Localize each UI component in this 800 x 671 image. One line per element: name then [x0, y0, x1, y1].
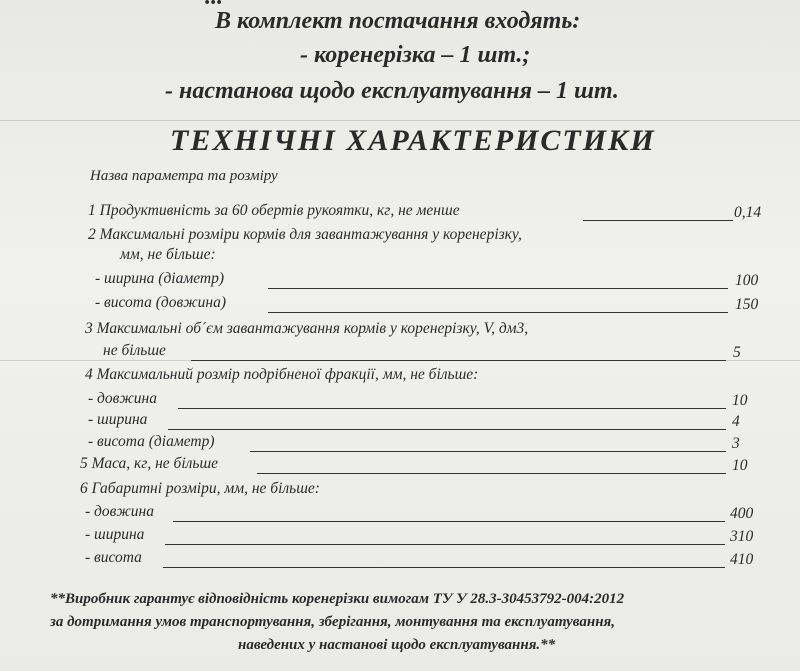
spec-label: - висота (діаметр)	[88, 433, 215, 450]
spec-value: 10	[732, 457, 748, 474]
spec-label: - висота (довжина)	[95, 294, 227, 311]
leader-line	[163, 567, 725, 568]
header-delivery-item-1: - коренерізка – 1 шт.;	[300, 42, 531, 68]
spec-label: 3 Максимальні об´єм завантажування кормів у коренерізку, V, дм3,	[85, 320, 529, 337]
spec-label: 1 Продуктивність за 60 обертів рукоятки, кг, не менше	[88, 202, 460, 219]
spec-value: 400	[730, 505, 754, 522]
spec-row-dim-width	[85, 526, 765, 548]
spec-value: 100	[735, 272, 759, 289]
spec-value: 4	[732, 413, 740, 430]
spec-label: - довжина	[85, 503, 154, 520]
spec-row-dim-length	[85, 503, 765, 525]
spec-row-volume-value	[103, 342, 763, 364]
specs-title: ТЕХНІЧНІ ХАРАКТЕРИСТИКИ	[170, 124, 656, 157]
leader-line	[268, 288, 728, 289]
spec-row-width	[95, 270, 765, 292]
spec-row-fraction-length	[88, 390, 758, 412]
footer-line-2: за дотримання умов транспортування, зберігання, монтування та експлуатування,	[50, 614, 616, 630]
leader-line	[583, 220, 733, 221]
spec-value: 10	[732, 392, 748, 409]
spec-value: 3	[732, 435, 740, 452]
leader-line	[173, 521, 725, 522]
leader-line	[191, 360, 726, 361]
header-delivery-item-2: - настанова щодо експлуатування – 1 шт.	[165, 78, 619, 104]
spec-value: 410	[730, 551, 754, 568]
specs-subtitle: Назва параметра та розміру	[90, 168, 278, 184]
spec-label: 5 Маса, кг, не більше	[80, 455, 219, 472]
spec-row-fraction-width	[88, 411, 758, 433]
spec-label: - довжина	[88, 390, 157, 407]
spec-row-fraction-height	[88, 433, 758, 455]
paper-crease	[0, 120, 800, 121]
spec-label: - ширина	[85, 526, 145, 543]
spec-row-feed-size	[88, 226, 522, 244]
spec-row-height	[95, 294, 765, 316]
leader-line	[250, 451, 726, 452]
spec-value: 0,14	[734, 204, 762, 221]
spec-value: 5	[733, 344, 741, 361]
footer-line-1: **Виробник гарантує відповідність коренерізки вимогам ТУ У 28.3-30453792-004:2012	[50, 591, 625, 607]
spec-row-productivity	[88, 202, 768, 224]
spec-label: не більше	[103, 342, 166, 359]
leader-line	[168, 429, 726, 430]
spec-row-mass	[80, 455, 758, 477]
spec-label: 2 Максимальні розміри кормів для завантажування у коренерізку,	[88, 226, 522, 243]
leader-line	[268, 312, 728, 313]
spec-label: - ширина (діаметр)	[95, 270, 225, 287]
spec-value: 310	[730, 528, 754, 545]
spec-row-dimensions	[80, 480, 320, 498]
spec-label: - висота	[85, 549, 142, 566]
leader-line	[165, 544, 725, 545]
spec-label: 6 Габаритні розміри, мм, не більше:	[80, 480, 320, 497]
leader-line	[257, 473, 726, 474]
spec-label: - ширина	[88, 411, 148, 428]
footer-line-3: наведених у настанові щодо експлуатування.**	[238, 637, 556, 653]
spec-label: 4 Максимальний розмір подрібненої фракції, мм, не більше:	[85, 366, 479, 383]
spec-row-volume	[85, 320, 528, 338]
leader-line	[178, 408, 726, 409]
spec-label: мм, не більше:	[120, 246, 216, 263]
header-delivery-title: В комплект постачання входять:	[215, 8, 581, 34]
spec-value: 150	[735, 296, 759, 313]
spec-row-feed-size-cont	[120, 246, 216, 264]
spec-row-fraction	[85, 366, 478, 384]
spec-row-dim-height	[85, 549, 765, 571]
